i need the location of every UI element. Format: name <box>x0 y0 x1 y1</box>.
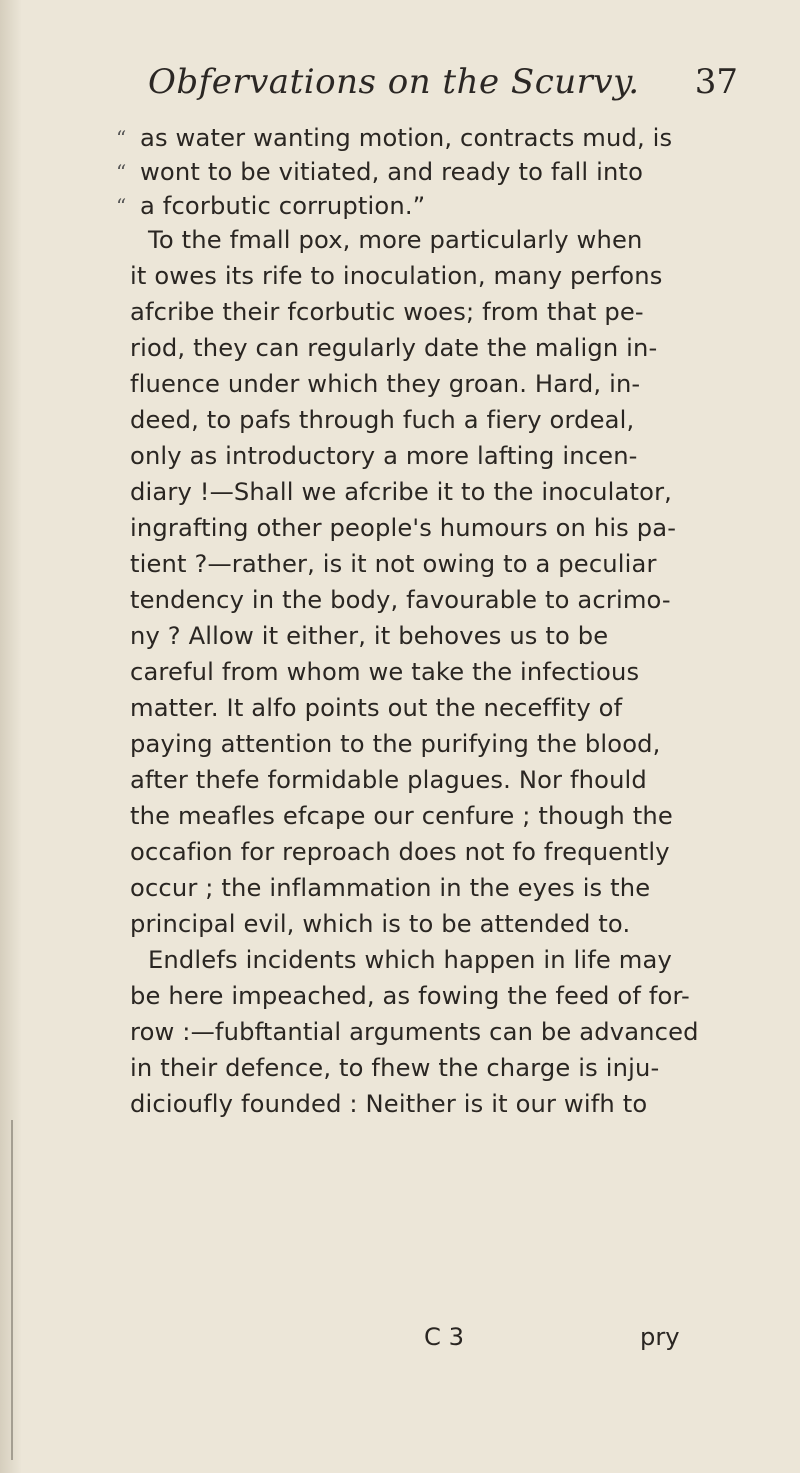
text-line: be here impeached, as fowing the feed of for- <box>130 982 690 1010</box>
text-line: Endlefs incidents which happen in life may <box>148 946 672 974</box>
text-line: deed, to pafs through fuch a fiery ordeal, <box>130 406 635 434</box>
text-line: after thefe formidable plagues. Nor fhould <box>130 766 647 794</box>
signature-mark: C 3 <box>424 1323 464 1351</box>
text-line: ny ? Allow it either, it behoves us to be <box>130 622 609 650</box>
text-line: it owes its rife to inoculation, many perfons <box>130 262 663 290</box>
page-number: 37 <box>694 62 738 102</box>
text-line: ingrafting other people's humours on his pa- <box>130 514 677 542</box>
text-line: fluence under which they groan. Hard, in- <box>130 370 641 398</box>
text-line: dicioufly founded : Neither is it our wifh to <box>130 1090 648 1118</box>
text-line: occur ; the inflammation in the eyes is the <box>130 874 651 902</box>
text-line: To the fmall pox, more particularly when <box>148 226 643 254</box>
quote-mark: “ <box>116 194 127 218</box>
text-line: the meafles efcape our cenfure ; though the <box>130 802 673 830</box>
text-line: tient ?—rather, is it not owing to a peculiar <box>130 550 657 578</box>
text-line: careful from whom we take the infectious <box>130 658 640 686</box>
quote-mark: “ <box>116 160 127 184</box>
text-line: diary !—Shall we afcribe it to the inoculator, <box>130 478 673 506</box>
text-line: as water wanting motion, contracts mud, is <box>140 124 673 152</box>
running-title: Obfervations on the Scurvy. <box>148 62 640 102</box>
text-line: in their defence, to fhew the charge is inju- <box>130 1054 660 1082</box>
text-line: principal evil, which is to be attended to. <box>130 910 631 938</box>
text-line: paying attention to the purifying the blood, <box>130 730 661 758</box>
text-line: riod, they can regularly date the malign in- <box>130 334 658 362</box>
text-line: occafion for reproach does not fo frequently <box>130 838 670 866</box>
text-line: a fcorbutic corruption.” <box>140 192 426 220</box>
quote-mark: “ <box>116 126 127 150</box>
text-line: matter. It alfo points out the neceffity of <box>130 694 623 722</box>
page-header <box>148 62 738 112</box>
text-line: row :—fubftantial arguments can be advanced <box>130 1018 699 1046</box>
text-line: tendency in the body, favourable to acrimo- <box>130 586 671 614</box>
text-line: only as introductory a more lafting incen- <box>130 442 638 470</box>
catchword: pry <box>640 1323 680 1351</box>
text-line: afcribe their fcorbutic woes; from that pe- <box>130 298 644 326</box>
text-line: wont to be vitiated, and ready to fall into <box>140 158 644 186</box>
